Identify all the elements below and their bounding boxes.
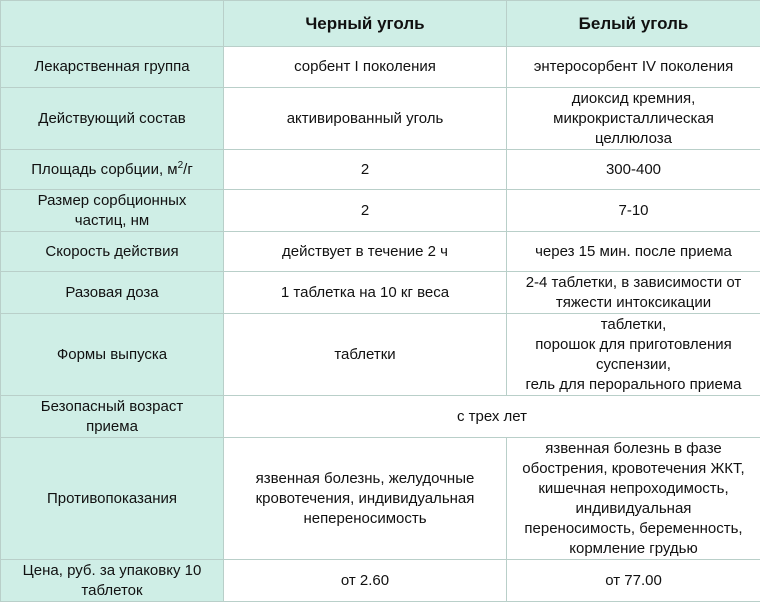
row-label-text: Цена, руб. за упаковку 10: [7, 561, 217, 581]
cell-white-release-forms: [507, 314, 760, 396]
row-label-text: Лекарственная группа: [7, 57, 217, 77]
cell-text: 2-4 таблетки, в зависимости от: [513, 273, 754, 293]
row-label-text: приема: [7, 417, 217, 437]
row-label-text: Противопоказания: [7, 489, 217, 509]
row-label-text: [7, 160, 217, 180]
cell-black-release-forms: [224, 314, 507, 396]
cell-text: 2: [230, 160, 500, 180]
table-row: [1, 314, 760, 396]
row-label-contraindications: [1, 438, 224, 560]
table-row: [1, 190, 760, 232]
cell-text: гель для перорального приема: [513, 375, 754, 395]
cell-white-drug-group: [507, 47, 760, 88]
table-row: [1, 150, 760, 190]
cell-black-action-speed: [224, 232, 507, 272]
cell-white-contraindications: [507, 438, 760, 560]
cell-text: суспензии,: [513, 355, 754, 375]
cell-text: от 77.00: [513, 571, 754, 591]
cell-text: целлюлоза: [513, 129, 754, 149]
cell-text: кровотечения, индивидуальная: [230, 489, 500, 509]
cell-text: кормление грудью: [513, 539, 754, 559]
cell-text: с трех лет: [230, 407, 754, 427]
cell-text: обострения, кровотечения ЖКТ,: [513, 459, 754, 479]
cell-text: кишечная непроходимость,: [513, 479, 754, 499]
cell-text: от 2.60: [230, 571, 500, 591]
row-label-text: Действующий состав: [7, 109, 217, 129]
row-label-action-speed: [1, 232, 224, 272]
cell-text: тяжести интоксикации: [513, 293, 754, 313]
row-label-drug-group: [1, 47, 224, 88]
cell-black-contraindications: [224, 438, 507, 560]
cell-white-price: [507, 560, 760, 602]
cell-text: язвенная болезнь в фазе: [513, 439, 754, 459]
cell-black-price: [224, 560, 507, 602]
cell-text: энтеросорбент IV поколения: [513, 57, 754, 77]
cell-white-sorption-area: [507, 150, 760, 190]
cell-text: действует в течение 2 ч: [230, 242, 500, 262]
cell-black-single-dose: [224, 272, 507, 314]
header-white-coal: Белый уголь: [507, 1, 760, 47]
cell-black-active-ingredient: [224, 88, 507, 150]
row-label-release-forms: [1, 314, 224, 396]
row-label-text: таблеток: [7, 581, 217, 601]
row-label-price: [1, 560, 224, 602]
table-row: [1, 438, 760, 560]
cell-text: таблетки,: [513, 315, 754, 335]
cell-text: через 15 мин. после приема: [513, 242, 754, 262]
cell-white-action-speed: [507, 232, 760, 272]
cell-text: сорбент I поколения: [230, 57, 500, 77]
table-row: [1, 560, 760, 602]
row-label-text: Безопасный возраст: [7, 397, 217, 417]
cell-text: активированный уголь: [230, 109, 500, 129]
row-label-active-ingredient: [1, 88, 224, 150]
row-label-single-dose: [1, 272, 224, 314]
cell-text: индивидуальная: [513, 499, 754, 519]
cell-text: переносимость, беременность,: [513, 519, 754, 539]
table-row: [1, 47, 760, 88]
row-label-tail: /г: [183, 161, 193, 178]
cell-text: 7-10: [513, 201, 754, 221]
cell-text: 300-400: [513, 160, 754, 180]
cell-text: язвенная болезнь, желудочные: [230, 469, 500, 489]
row-label-safe-age: [1, 396, 224, 438]
cell-black-sorption-area: [224, 150, 507, 190]
row-label-text: частиц, нм: [7, 211, 217, 231]
header-corner-cell: [1, 1, 224, 47]
cell-black-particle-size: [224, 190, 507, 232]
header-row: [1, 1, 760, 47]
cell-black-drug-group: [224, 47, 507, 88]
cell-white-active-ingredient: [507, 88, 760, 150]
cell-text: непереносимость: [230, 509, 500, 529]
row-label-particle-size: [1, 190, 224, 232]
row-label-sorption-area: [1, 150, 224, 190]
table-row: [1, 272, 760, 314]
cell-text: таблетки: [230, 345, 500, 365]
cell-merged-safe-age: [224, 396, 760, 438]
cell-white-single-dose: [507, 272, 760, 314]
cell-text: 1 таблетка на 10 кг веса: [230, 283, 500, 303]
row-label-text: Размер сорбционных: [7, 191, 217, 211]
header-black-coal: Черный уголь: [224, 1, 507, 47]
row-label-main: Площадь сорбции, м: [31, 161, 177, 178]
cell-text: микрокристаллическая: [513, 109, 754, 129]
cell-text: порошок для приготовления: [513, 335, 754, 355]
table-row: [1, 232, 760, 272]
cell-text: диоксид кремния,: [513, 89, 754, 109]
row-label-superscript: 2: [178, 160, 184, 171]
table-row: [1, 396, 760, 438]
row-label-text: Формы выпуска: [7, 345, 217, 365]
row-label-text: Разовая доза: [7, 283, 217, 303]
table-row: [1, 88, 760, 150]
row-label-text: Скорость действия: [7, 242, 217, 262]
cell-text: 2: [230, 201, 500, 221]
cell-white-particle-size: [507, 190, 760, 232]
